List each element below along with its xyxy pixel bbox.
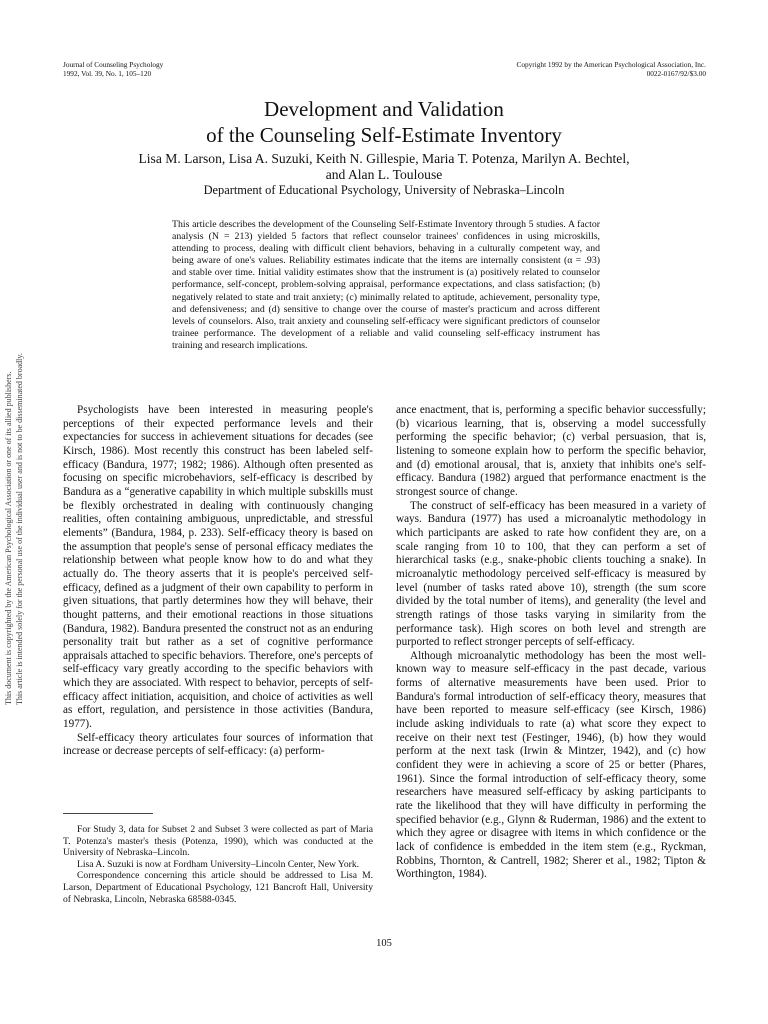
paragraph: ance enactment, that is, performing a specific behavior successfully; (b) vicarious learning, that is, observing a model successfully performing the specific behavior; (c) verbal persuasion, that is, listening to someone explain how to perform the specific behavior, and (d) emotional arousal, that is, anxiety that inhibits one's self-efficacy. Bandura (1982) argued that performance enactment is the strongest source of change. <box>396 404 706 498</box>
paragraph: Although microanalytic methodology has been the most well-known way to measure self-efficacy in the past decade, various forms of alternative measurements have been used. Prior to Bandura's formal introduction of self-efficacy theory, measures that have been reported to measure self-efficacy (see Kirsch, 1986) include asking individuals to rate (a) what score they expect to receive on their next test (Festinger, 1946), (b) how they would perform at the next task (Irwin & Mintzer, 1942), and (c) how confident they were in achieving a score of 25 or better (Phares, 1961). Since the formal introduction of self-efficacy theory, some researchers have measured self-efficacy by asking participants to rate the likelihood that they will have difficulty in performing the specified behavior (e.g., Glynn & Ruderman, 1986) and the extent to which they agree or disagree with items in which confidence or the lack of confidence is embedded in the item stem (e.g., Ryckman, Robbins, Thornton, & Cantrell, 1982; Sherer et al., 1982; Tipton & Worthington, 1984). <box>396 649 706 881</box>
authors-line-2: and Alan L. Toulouse <box>325 166 443 182</box>
body-column-right <box>396 404 706 882</box>
copyright-notice: Copyright 1992 by the American Psychological Association, Inc. <box>516 60 706 69</box>
footnote-divider <box>63 813 153 814</box>
abstract <box>172 219 600 352</box>
paragraph: Self-efficacy theory articulates four sources of information that increase or decrease percepts of self-efficacy: (a) perform- <box>63 731 373 758</box>
footnote: Correspondence concerning this article should be addressed to Lisa M. Larson, Department of Educational Psychology, 121 Bancroft Hall, University of Nebraska, Lincoln, Nebraska 68588-0345. <box>63 870 373 905</box>
copyright-sidebar-line-1: This document is copyrighted by the American Psychological Association or one of its allied publishers. <box>4 371 13 705</box>
page-number: 105 <box>376 938 392 949</box>
authors-line-1: Lisa M. Larson, Lisa A. Suzuki, Keith N. Gillespie, Maria T. Potenza, Marilyn A. Bechtel, <box>138 151 630 166</box>
footnote: Lisa A. Suzuki is now at Fordham University–Lincoln Center, New York. <box>77 858 360 870</box>
title-line-2: of the Counseling Self-Estimate Inventory <box>206 123 562 147</box>
journal-name: Journal of Counseling Psychology <box>63 60 164 69</box>
copyright-sidebar-line-2: This article is intended solely for the personal use of the individual user and is not to be disseminated broadly. <box>15 353 24 705</box>
paragraph: Psychologists have been interested in measuring people's perceptions of their expected performance levels and their expectancies for success in achievement situations for decades (see Kirsch, 1986). Most recently this construct has been labeled self-efficacy (Bandura, 1977; 1982; 1986). Although often presented as focusing on specific microbehaviors, self-efficacy is described by Bandura as a “generative capability in which multiple subskills must be flexibly orchestrated in dealing with continuously changing realities, often containing ambiguous, unpredictable, and stressful elements” (Bandura, 1984, p. 233). Self-efficacy theory is based on the assumption that people's sense of personal efficacy mediates the relationship between what people know how to do and what they actually do. The theory asserts that it is people's perceived self-efficacy, defined as a judgment of their own capability to perform in given situations, that partly determines how they will behave, their thought patterns, and their emotional reactions in those situations (Bandura, 1982). Bandura presented the construct not as an enduring personality trait but rather as a set of cognitive performance appraisals attached to specific behaviors. Therefore, one's percepts of self-efficacy vary greatly according to the specific behaviors with which they are associated. With respect to behavior, percepts of self-efficacy affect initiation, acquisition, and choice of activities as well as effort, regulation, and persistence in those activities (Bandura, 1977). <box>63 404 373 731</box>
footnote: For Study 3, data for Subset 2 and Subset 3 were collected as part of Maria T. Potenza's master's thesis (Potenza, 1990), which was conducted at the University of Nebraska–Lincoln. <box>63 824 373 859</box>
article-title <box>0 96 768 148</box>
paragraph: The construct of self-efficacy has been measured in a variety of ways. Bandura (1977) has used a microanalytic methodology in which participants are asked to rate how confident they are, on a scale ranging from 10 to 100, that they can perform a set of hierarchical tasks (e.g., snake-phobic clients touching a snake). In microanalytic methodology perceived self-efficacy is measured by level (number of tasks rated above 10), strength (the sum score divided by the total number of items), and generality (the level and strength ratings of those tasks varying in similarity from the performance task). High scores on both level and strength are purported to reflect stronger percepts of self-efficacy. <box>396 499 706 649</box>
title-line-1: Development and Validation <box>264 97 504 121</box>
issn-code: 0022-0167/92/$3.00 <box>646 69 706 78</box>
journal-volume: 1992, Vol. 39, No. 1, 105–120 <box>63 69 152 78</box>
journal-header <box>63 60 163 78</box>
body-column-left <box>63 404 373 759</box>
abstract-text: This article describes the development of the Counseling Self-Estimate Inventory through 5 studies. A factor analysis (N = 213) yielded 5 factors that reflect counselor trainees' confidences in using microskills, attending to process, dealing with difficult client behaviors, behaving in a culturally competent way, and being aware of one's values. Reliability estimates indicate that the items are internally consistent (α = .93) and stable over time. Initial validity estimates show that the instrument is (a) positively related to counselor performance, self-concept, problem-solving appraisal, performance expectations, and class satisfaction; (b) negatively related to state and trait anxiety; (c) minimally related to aptitude, achievement, personality type, and defensiveness; and (d) sensitive to change over the course of master's practicum and across different levels of counselors. Also, trait anxiety and counseling self-efficacy were significant predictors of counselor trainee performance. The development of a reliable and valid counseling self-efficacy instrument has training and research implications. <box>172 219 600 351</box>
copyright-header <box>517 60 707 78</box>
author-affiliation: Department of Educational Psychology, University of Nebraska–Lincoln <box>203 183 565 197</box>
footnotes <box>63 824 373 905</box>
author-list <box>0 151 768 182</box>
